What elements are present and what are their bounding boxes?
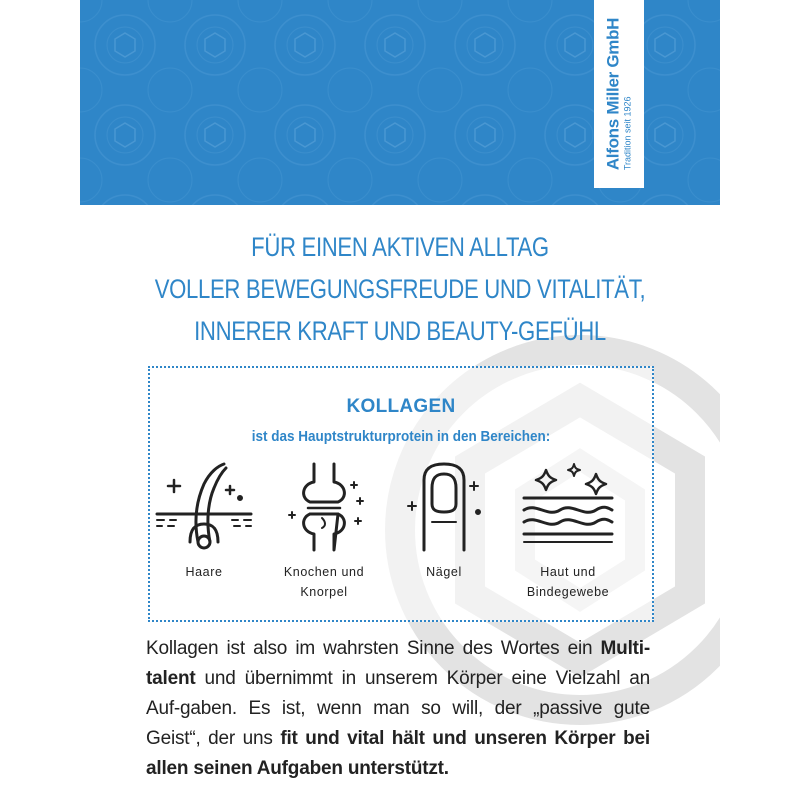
finger-nail-icon bbox=[394, 462, 494, 552]
area-label-line-2: Knorpel bbox=[300, 585, 348, 599]
hair-follicle-icon bbox=[154, 462, 254, 552]
brand-name: Alfons Miller GmbH bbox=[603, 17, 623, 171]
headline-line-2: VOLLER BEWEGUNGSFREUDE UND VITALITÄT, bbox=[154, 274, 646, 304]
headline bbox=[138, 226, 663, 352]
brand-tagline: Tradition seit 1926 bbox=[622, 96, 633, 171]
area-label-line-2: Bindegewebe bbox=[526, 585, 610, 599]
area-label-line-1: Haare bbox=[185, 565, 223, 579]
box-title: KOLLAGEN bbox=[346, 396, 456, 417]
area-item-bones bbox=[264, 462, 384, 602]
headline-line-3: INNERER KRAFT UND BEAUTY-GEFÜHL bbox=[194, 316, 606, 346]
brand-logo bbox=[594, 0, 644, 188]
body-bold-1: Multi-talent bbox=[146, 638, 650, 689]
box-subtitle: ist das Hauptstrukturprotein in den Bereichen: bbox=[251, 428, 551, 445]
area-item-hair bbox=[144, 462, 264, 582]
area-label-line-1: Knochen und bbox=[283, 565, 365, 579]
skin-layers-icon bbox=[518, 462, 618, 552]
collagen-info-box bbox=[148, 366, 654, 622]
bone-joint-icon bbox=[274, 462, 374, 552]
body-bold-2: fit und vital hält und unseren Körper bei allen seinen Aufgaben unterstützt. bbox=[146, 728, 650, 779]
headline-line-1: FÜR EINEN AKTIVEN ALLTAG bbox=[251, 232, 549, 262]
area-item-nails bbox=[384, 462, 504, 582]
area-label-line-1: Nägel bbox=[426, 565, 462, 579]
body-paragraph bbox=[146, 634, 650, 784]
page bbox=[80, 0, 720, 800]
area-label-line-1: Haut und bbox=[540, 565, 596, 579]
body-text-1: Kollagen ist also im wahrsten Sinne des Wortes ein bbox=[146, 638, 601, 659]
header-banner bbox=[80, 0, 720, 205]
body-text-2: und übernimmt in unserem Körper eine Vielzahl an Auf-gaben. Es ist, wenn man so will, der „passive gute Geist“, der uns bbox=[146, 668, 650, 749]
area-item-skin bbox=[508, 462, 628, 602]
